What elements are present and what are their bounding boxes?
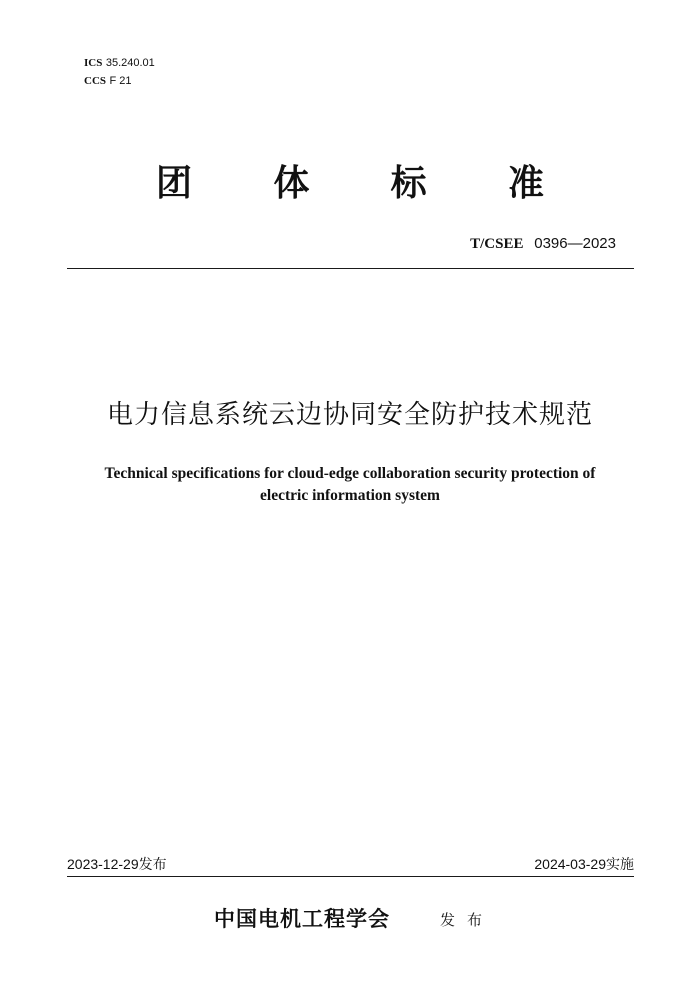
issuer-name: 中国电机工程学会 [214, 906, 390, 931]
implement-date-value: 2024-03-29 [534, 856, 606, 872]
standard-type-heading [150, 161, 550, 205]
publish-date-value: 2023-12-29 [67, 856, 139, 872]
issuer-action: 发布 [440, 911, 495, 929]
standard-type-char: 团 [155, 162, 192, 204]
ccs-number: F 21 [109, 75, 132, 87]
ics-code [84, 56, 155, 70]
ccs-code [84, 74, 132, 88]
ics-number: 35.240.01 [105, 57, 155, 69]
implement-date [534, 855, 634, 874]
document-title-chinese: 电力信息系统云边协同安全防护技术规范 [106, 400, 593, 430]
document-title-english: Technical specifications for cloud-edge collaboration security protection of electric information system [104, 465, 596, 504]
standard-number [470, 234, 616, 253]
standard-code: T/CSEE [470, 236, 524, 252]
ics-prefix: ICS [84, 57, 103, 69]
publish-label: 发布 [138, 857, 167, 873]
ccs-prefix: CCS [84, 75, 107, 87]
standard-type-char: 体 [273, 162, 310, 204]
standard-type-char: 标 [390, 162, 427, 204]
bottom-divider [67, 876, 634, 877]
publish-date [67, 855, 167, 874]
implement-label: 实施 [606, 857, 634, 873]
standard-number-value: 0396—2023 [534, 235, 616, 252]
standard-type-char: 准 [507, 162, 544, 204]
top-divider [67, 268, 634, 269]
